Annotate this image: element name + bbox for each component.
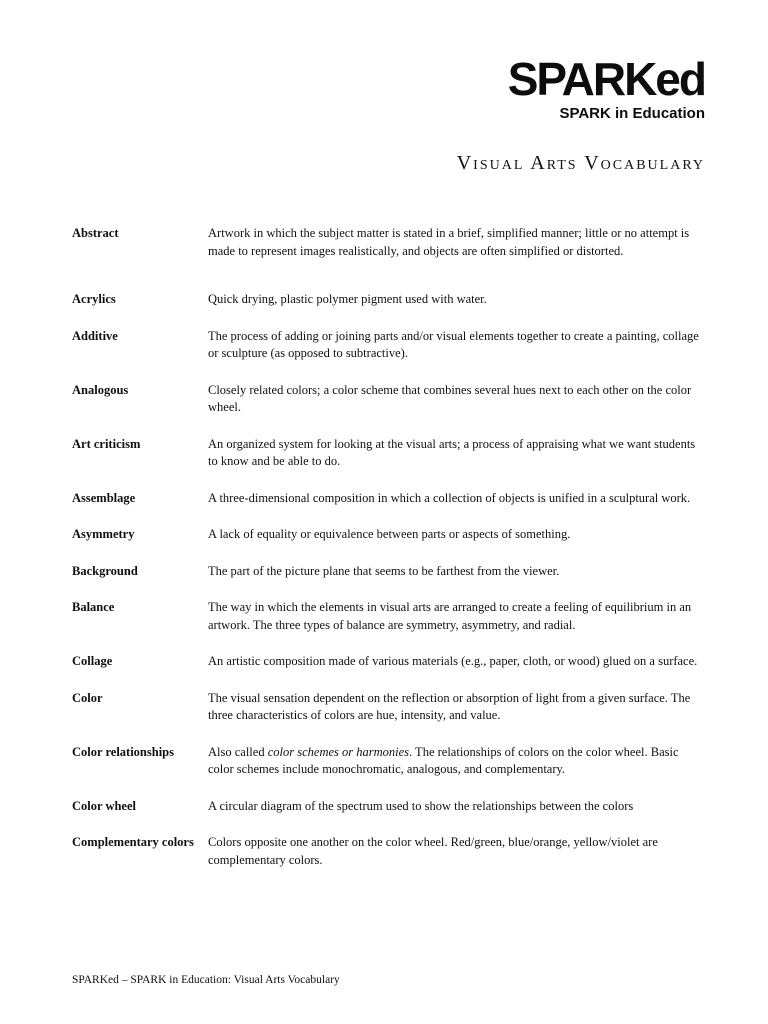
glossary-entry xyxy=(72,690,705,725)
definition-segment: Closely related colors; a color scheme that combines several hues next to each other on the color wheel. xyxy=(208,382,692,414)
glossary-definition xyxy=(208,225,705,260)
glossary-entry xyxy=(72,436,705,471)
glossary-entry xyxy=(72,382,705,417)
definition-segment: A lack of equality or equivalence between parts or aspects of something. xyxy=(208,527,571,541)
definition-segment: Colors opposite one another on the color wheel. Red/green, blue/orange, yellow/violet are complementary colors. xyxy=(208,835,658,867)
glossary-entry xyxy=(72,653,705,671)
page-title: Visual Arts Vocabulary xyxy=(456,152,705,174)
glossary-definition xyxy=(208,563,705,581)
logo-text: SPARKed xyxy=(507,53,705,105)
glossary-definition xyxy=(208,798,705,816)
definition-segment: A three-dimensional composition in which a collection of objects is unified in a sculptural work. xyxy=(208,490,691,505)
glossary-entry xyxy=(72,526,705,544)
definition-segment: An artistic composition made of various materials (e.g., paper, cloth, or wood) glued on a surface. xyxy=(208,654,698,668)
footer-text: SPARKed – SPARK in Education: Visual Arts Vocabulary xyxy=(72,974,340,986)
glossary-term: Color relationships xyxy=(72,744,174,759)
glossary-term: Background xyxy=(72,563,138,578)
definition-segment: The visual sensation dependent on the reflection or absorption of light from a given surface. The three characteristics of colors are hue, intensity, and value. xyxy=(208,690,691,722)
document-footer xyxy=(72,974,340,986)
glossary-entry xyxy=(72,563,705,581)
glossary-definition xyxy=(208,834,705,869)
glossary-definition xyxy=(208,744,705,779)
glossary-term: Acrylics xyxy=(72,292,116,306)
document-header xyxy=(72,53,705,175)
glossary-term: Color wheel xyxy=(72,798,136,813)
glossary-definition xyxy=(208,490,705,508)
glossary-entry xyxy=(72,225,705,260)
glossary-term: Art criticism xyxy=(72,436,141,451)
glossary-definition xyxy=(208,291,705,309)
definition-italic-segment: color schemes or harmonies xyxy=(267,744,410,759)
glossary-term: Complementary colors xyxy=(72,835,194,849)
definition-segment: The part of the picture plane that seems to be farthest from the viewer. xyxy=(208,563,560,578)
glossary-definition xyxy=(208,653,705,671)
definition-segment: Also called xyxy=(208,744,268,759)
glossary-entry xyxy=(72,490,705,508)
definition-segment: An organized system for looking at the visual arts; a process of appraising what we want students to know and be able to do. xyxy=(208,436,696,468)
glossary-term: Abstract xyxy=(72,226,119,240)
glossary-definition xyxy=(208,690,705,725)
glossary-definition xyxy=(208,382,705,417)
glossary-entry xyxy=(72,291,705,309)
glossary-definition xyxy=(208,436,705,471)
glossary-term: Balance xyxy=(72,600,115,614)
glossary-term: Assemblage xyxy=(72,490,136,505)
definition-segment: The process of adding or joining parts and/or visual elements together to create a painting, collage or sculpture (as opposed to subtractive). xyxy=(208,328,699,360)
glossary-definition xyxy=(208,328,705,363)
glossary-entry xyxy=(72,834,705,869)
glossary-term: Color xyxy=(72,690,103,705)
definition-segment: The way in which the elements in visual arts are arranged to create a feeling of equilibrium in an artwork. The three types of balance are symmetry, asymmetry, and radial. xyxy=(208,600,692,632)
glossary-term: Additive xyxy=(72,328,118,343)
glossary-definition xyxy=(208,599,705,634)
glossary-list xyxy=(72,225,705,869)
definition-segment: Artwork in which the subject matter is stated in a brief, simplified manner; little or no attempt is made to represent images realistically, and objects are often simplified or distorted. xyxy=(208,226,690,258)
logo-subtitle: SPARK in Education xyxy=(559,105,705,122)
glossary-entry xyxy=(72,744,705,779)
glossary-entry xyxy=(72,798,705,816)
definition-segment: Quick drying, plastic polymer pigment used with water. xyxy=(208,292,487,306)
glossary-entry xyxy=(72,599,705,634)
glossary-term: Analogous xyxy=(72,382,129,397)
logo xyxy=(72,53,705,122)
definition-segment: . The relationships of colors on the color wheel. Basic color schemes include monochromatic, analogous, and complementary. xyxy=(208,744,679,776)
definition-segment: A circular diagram of the spectrum used to show the relationships between the colors xyxy=(208,798,634,813)
glossary-entry xyxy=(72,328,705,363)
glossary-term: Collage xyxy=(72,654,113,668)
glossary-term: Asymmetry xyxy=(72,527,135,541)
glossary-definition xyxy=(208,526,705,544)
